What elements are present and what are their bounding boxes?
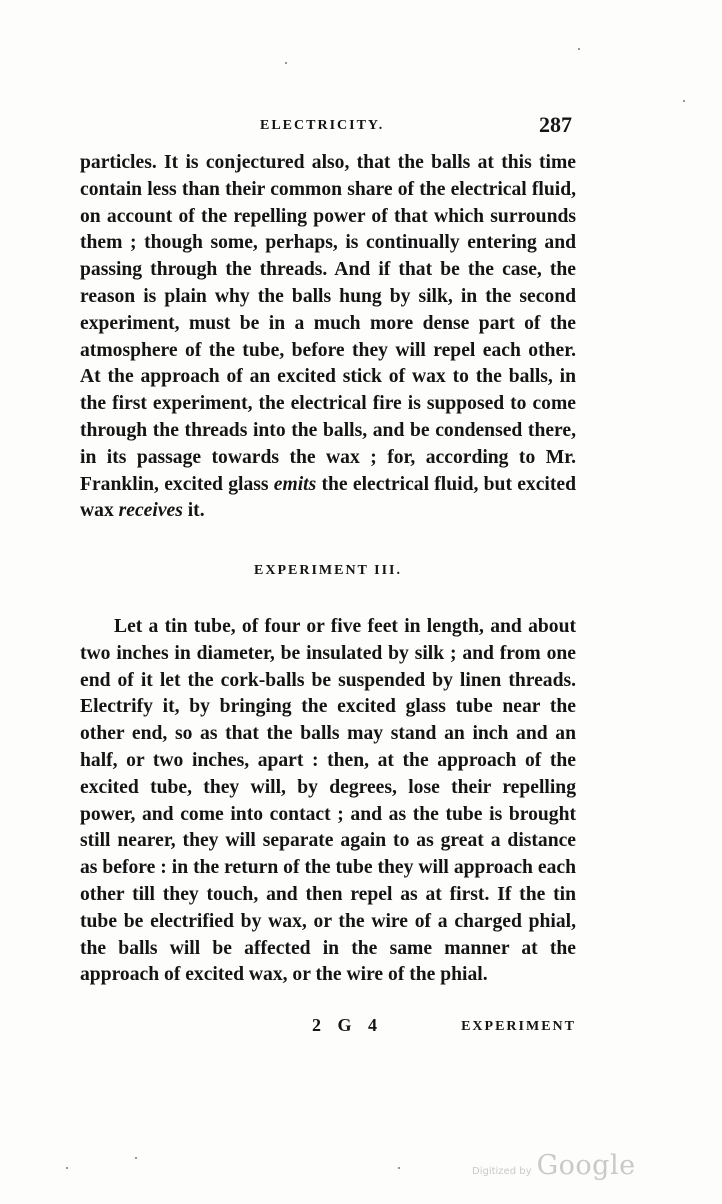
italic-word-receives: receives — [118, 500, 183, 522]
page-number: 287 — [539, 112, 572, 137]
watermark-prefix: Digitized by — [472, 1166, 532, 1177]
paper-speck — [66, 1167, 68, 1169]
running-title: ELECTRICITY. — [260, 118, 385, 133]
paper-speck — [398, 1167, 400, 1169]
paper-speck — [135, 1157, 137, 1159]
paragraph-2 — [80, 614, 576, 989]
signature-mark: 2 G 4 — [312, 1015, 384, 1035]
italic-word-emits: emits — [273, 473, 317, 495]
running-head — [80, 112, 576, 142]
paragraph-1 — [80, 150, 576, 525]
text-segment: the electrical fluid, but excited wax — [80, 473, 576, 522]
section-heading: EXPERIMENT III. — [254, 563, 402, 578]
text-segment: it. — [182, 500, 205, 522]
paper-speck — [285, 62, 287, 64]
paper-speck — [683, 100, 685, 102]
text-segment: Let a tin tube, of four or five feet in length, and about two inches in diameter, be insulated by silk ; and from one end of it let the cork-balls be suspended by linen threads. Electrify it, by bringing the excited glass tube near the other end, so as that the balls may stand an inch and an half, or two inches, apart : then, at the approach of the excited tube, they will, by degrees, lose their repelling power, and come into contact ; and as the tube is brought still nearer, they will separate again to as great a distance as before : in the return of the tube they will approach each other till they touch, and then repel as at first. If the tin tube be electrified by wax, or the wire of a charged phial, the balls will be affected in the same manner at the approach of excited wax, or the wire of the phial. — [80, 616, 576, 986]
digitization-watermark — [472, 1150, 636, 1181]
catchword: EXPERIMENT — [461, 1019, 576, 1034]
watermark-brand: Google — [536, 1150, 636, 1181]
text-segment: particles. It is conjectured also, that the balls at this time contain less than their common share of the electrical fluid, on account of the repelling power of that which surrounds them ; though some, perhaps, is continually entering and passing through the threads. And if that be the case, the reason is plain why the balls hung by silk, in the second experiment, must be in a much more dense part of the atmosphere of the tube, before they will repel each other. At the approach of an excited stick of wax to the balls, in the first experiment, the electrical fire is supposed to come through the threads into the balls, and be condensed there, in its passage towards the wax ; for, according to Mr. Franklin, excited glass — [80, 152, 576, 495]
paper-speck — [578, 48, 580, 50]
